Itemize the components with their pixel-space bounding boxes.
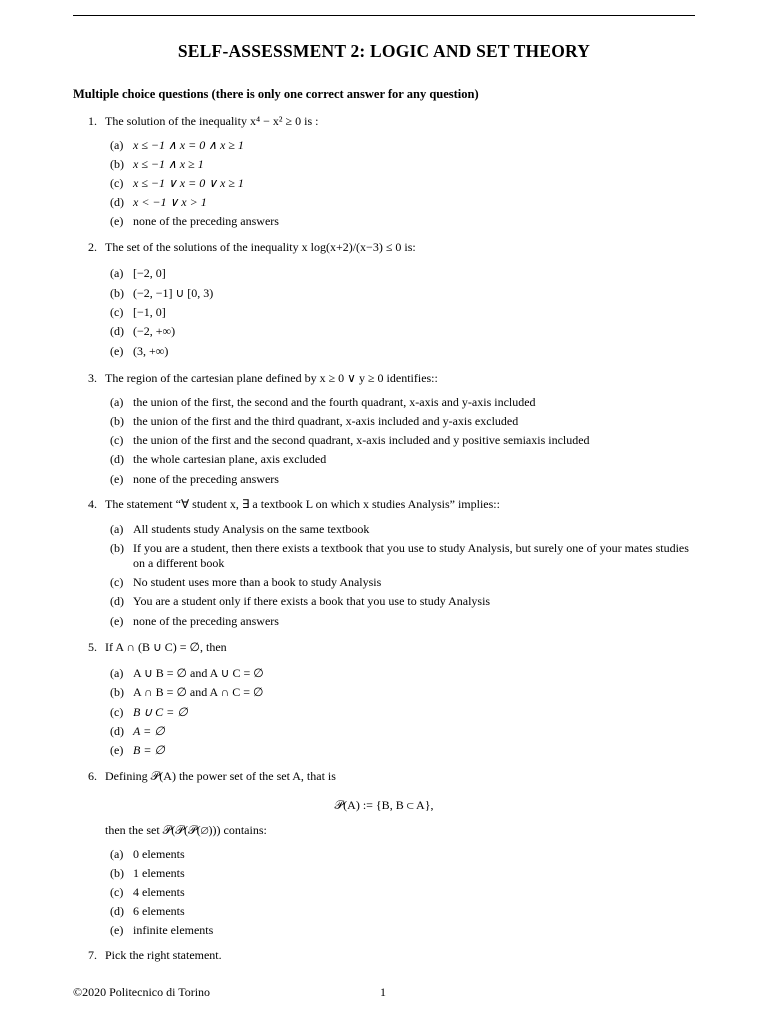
question-7 — [88, 948, 222, 963]
question-6-option-b — [110, 866, 185, 881]
power-set-definition: 𝒫(A) := {B, B ⊂ A}, — [334, 798, 434, 812]
question-number: 7. — [88, 948, 97, 962]
option-text: (−2, +∞) — [133, 324, 176, 338]
question-3-option-a — [110, 395, 536, 410]
question-6-option-d — [110, 904, 185, 919]
option-label: (d) — [110, 594, 124, 608]
question-2 — [88, 240, 416, 255]
option-label: (d) — [110, 724, 124, 738]
question-5-option-d — [110, 724, 165, 739]
option-text: A ∪ B = ∅ and A ∪ C = ∅ — [133, 666, 264, 680]
question-4-option-b — [110, 541, 700, 571]
question-5 — [88, 640, 227, 655]
question-text: Defining 𝒫(A) the power set of the set A, that is — [105, 769, 336, 783]
question-3-option-c — [110, 433, 590, 448]
question-1-option-c — [110, 176, 244, 191]
question-4-option-c — [110, 575, 381, 590]
option-text: 6 elements — [133, 904, 185, 918]
top-rule — [73, 15, 695, 16]
question-text: The set of the solutions of the inequality x log(x+2)/(x−3) ≤ 0 is: — [105, 240, 416, 254]
option-label: (e) — [110, 743, 124, 757]
option-label: (e) — [110, 923, 124, 937]
question-1-option-e — [110, 214, 279, 229]
question-3 — [88, 371, 438, 386]
footer-copyright: ©2020 Politecnico di Torino — [73, 985, 211, 999]
question-text: The statement “∀ student x, ∃ a textbook L on which x studies Analysis” implies:: — [105, 497, 500, 511]
question-number: 4. — [88, 497, 97, 511]
question-1 — [88, 114, 318, 129]
question-4 — [88, 497, 500, 512]
option-text: the union of the first, the second and the fourth quadrant, x-axis and y-axis included — [133, 395, 536, 409]
question-number: 2. — [88, 240, 97, 254]
option-label: (e) — [110, 344, 124, 358]
option-label: (c) — [110, 705, 124, 719]
option-text: none of the preceding answers — [133, 214, 279, 228]
option-label: (c) — [110, 575, 124, 589]
option-text: No student uses more than a book to study Analysis — [133, 575, 382, 589]
option-text: none of the preceding answers — [133, 614, 279, 628]
question-2-option-a — [110, 266, 166, 281]
question-text: If A ∩ (B ∪ C) = ∅, then — [105, 640, 227, 654]
option-label: (a) — [110, 395, 124, 409]
option-label: (a) — [110, 138, 124, 152]
document-title: SELF-ASSESSMENT 2: LOGIC AND SET THEORY — [177, 41, 591, 61]
option-label: (b) — [110, 157, 124, 171]
option-text: (−2, −1] ∪ [0, 3) — [133, 286, 214, 300]
option-label: (c) — [110, 885, 124, 899]
question-number: 6. — [88, 769, 97, 783]
option-text: the union of the first and the second quadrant, x-axis included and y positive semiaxis included — [133, 433, 590, 447]
option-text: x < −1 ∨ x > 1 — [133, 195, 207, 209]
option-label: (d) — [110, 904, 124, 918]
option-label: (a) — [110, 666, 124, 680]
question-1-option-d — [110, 195, 207, 210]
question-5-option-c — [110, 705, 188, 720]
option-text: A ∩ B = ∅ and A ∩ C = ∅ — [133, 685, 264, 699]
option-label: (b) — [110, 541, 124, 555]
section-heading: Multiple choice questions (there is only one correct answer for any question) — [73, 87, 479, 101]
question-2-option-d — [110, 324, 175, 339]
question-6-option-c — [110, 885, 185, 900]
option-text: (3, +∞) — [133, 344, 169, 358]
option-label: (e) — [110, 214, 124, 228]
option-text: [−1, 0] — [133, 305, 166, 319]
question-1-option-b — [110, 157, 204, 172]
option-label: (d) — [110, 452, 124, 466]
question-6 — [88, 769, 336, 784]
option-text: All students study Analysis on the same textbook — [133, 522, 370, 536]
question-text: Pick the right statement. — [105, 948, 222, 962]
question-3-option-e — [110, 472, 279, 487]
option-text: If you are a student, then there exists a textbook that you use to study Analysis, but surely one of your mates studies on a different book — [133, 541, 689, 570]
question-number: 3. — [88, 371, 97, 385]
option-text: [−2, 0] — [133, 266, 166, 280]
option-label: (c) — [110, 305, 124, 319]
option-text: A = ∅ — [133, 724, 165, 738]
question-4-option-e — [110, 614, 279, 629]
question-2-option-e — [110, 344, 168, 359]
question-3-option-d — [110, 452, 326, 467]
question-number: 5. — [88, 640, 97, 654]
option-text: You are a student only if there exists a book that you use to study Analysis — [133, 594, 491, 608]
option-label: (a) — [110, 847, 124, 861]
option-text: the union of the first and the third quadrant, x-axis included and y-axis excluded — [133, 414, 519, 428]
question-6-option-a — [110, 847, 185, 862]
footer-page-number: 1 — [380, 985, 386, 999]
question-text: The solution of the inequality x⁴ − x² ≥ 0 is : — [105, 114, 319, 128]
option-text: x ≤ −1 ∨ x = 0 ∨ x ≥ 1 — [133, 176, 244, 190]
option-text: 0 elements — [133, 847, 185, 861]
option-label: (a) — [110, 522, 124, 536]
question-2-option-c — [110, 305, 166, 320]
option-label: (d) — [110, 324, 124, 338]
option-text: B = ∅ — [133, 743, 165, 757]
option-label: (e) — [110, 614, 124, 628]
option-text: B ∪ C = ∅ — [133, 705, 188, 719]
option-text: the whole cartesian plane, axis excluded — [133, 452, 327, 466]
option-label: (b) — [110, 685, 124, 699]
question-6-continuation: then the set 𝒫(𝒫(𝒫(∅))) contains: — [105, 823, 267, 837]
option-text: none of the preceding answers — [133, 472, 279, 486]
option-text: 4 elements — [133, 885, 185, 899]
question-5-option-e — [110, 743, 165, 758]
question-2-option-b — [110, 286, 213, 301]
option-label: (b) — [110, 286, 124, 300]
option-label: (c) — [110, 176, 124, 190]
question-number: 1. — [88, 114, 97, 128]
option-label: (e) — [110, 472, 124, 486]
question-4-option-a — [110, 522, 369, 537]
option-text: x ≤ −1 ∧ x ≥ 1 — [133, 157, 204, 171]
question-1-option-a — [110, 138, 244, 153]
option-text: infinite elements — [133, 923, 214, 937]
option-label: (d) — [110, 195, 124, 209]
option-text: 1 elements — [133, 866, 185, 880]
question-4-option-d — [110, 594, 490, 609]
option-label: (b) — [110, 414, 124, 428]
question-6-option-e — [110, 923, 213, 938]
question-3-option-b — [110, 414, 518, 429]
option-label: (a) — [110, 266, 124, 280]
question-5-option-a — [110, 666, 264, 681]
option-label: (b) — [110, 866, 124, 880]
question-5-option-b — [110, 685, 263, 700]
option-label: (c) — [110, 433, 124, 447]
question-text: The region of the cartesian plane defined by x ≥ 0 ∨ y ≥ 0 identifies:: — [105, 371, 438, 385]
option-text: x ≤ −1 ∧ x = 0 ∧ x ≥ 1 — [133, 138, 244, 152]
